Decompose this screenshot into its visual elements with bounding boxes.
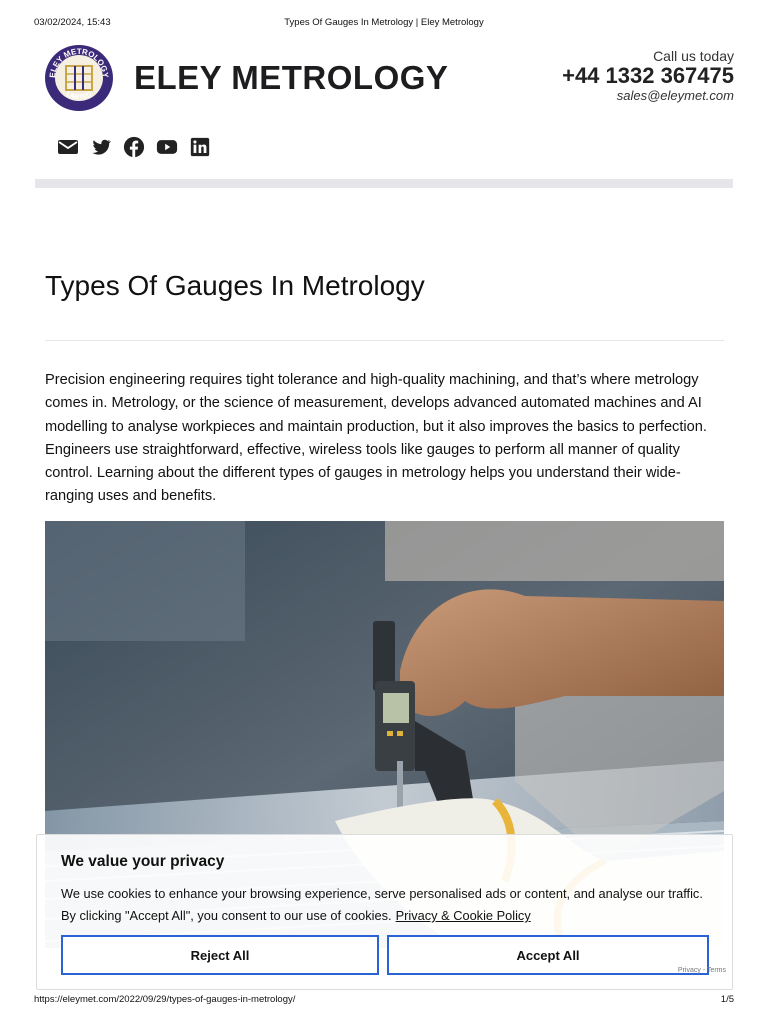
accept-all-button[interactable]: Accept All: [387, 935, 709, 975]
svg-text:ELEY METROLOGY: ELEY METROLOGY: [47, 46, 111, 79]
divider: [45, 340, 724, 341]
reject-all-button[interactable]: Reject All: [61, 935, 379, 975]
company-logo[interactable]: [44, 44, 114, 112]
navigation-bar: [35, 179, 733, 188]
print-datetime: 03/02/2024, 15:43: [34, 17, 111, 28]
print-page-number: 1/5: [720, 994, 734, 1005]
site-header: [34, 42, 734, 122]
cookie-body-text: We use cookies to enhance your browsing experience, serve personalised ads or content, and analyse our traffic. By clicking "Accept All", you consent to our use of cookies.: [61, 886, 703, 923]
brand-name[interactable]: ELEY METROLOGY: [134, 59, 449, 96]
call-us-label: Call us today: [653, 48, 734, 64]
print-url: https://eleymet.com/2022/09/29/types-of-gauges-in-metrology/: [34, 994, 296, 1005]
svg-text:LIMITED: LIMITED: [64, 90, 94, 102]
cookie-banner-text: [61, 883, 711, 927]
recaptcha-privacy-terms[interactable]: Privacy - Terms: [677, 967, 726, 974]
print-document-title: Types Of Gauges In Metrology | Eley Metrology: [284, 17, 484, 28]
twitter-icon[interactable]: [90, 136, 112, 158]
article-intro: Precision engineering requires tight tolerance and high-quality machining, and that’s where metrology comes in. Metrology, or the science of measurement, develops advanced automated machines and AI modelling to analyse workpieces and maintain production, but it also improves the basics to perfection. Engineers use straightforward, effective, wireless tools like gauges to perform all manner of quality control. Learning about the different types of gauges in metrology helps you understand their wide-ranging uses and benefits.: [45, 372, 707, 505]
envelope-icon[interactable]: [57, 136, 79, 158]
social-links: [57, 136, 211, 158]
contact-block: [562, 48, 734, 103]
print-footer: [34, 994, 734, 1006]
page-title: Types Of Gauges In Metrology: [45, 270, 425, 301]
print-header: [34, 17, 734, 31]
privacy-policy-link[interactable]: Privacy & Cookie Policy: [395, 908, 531, 923]
phone-number-link[interactable]: +44 1332 367475: [562, 63, 734, 88]
email-link[interactable]: sales@eleymet.com: [616, 88, 734, 103]
cookie-banner-title: We value your privacy: [61, 853, 225, 870]
cookie-consent-banner: [36, 834, 733, 990]
facebook-icon[interactable]: [123, 136, 145, 158]
youtube-icon[interactable]: [156, 136, 178, 158]
linkedin-icon[interactable]: [189, 136, 211, 158]
